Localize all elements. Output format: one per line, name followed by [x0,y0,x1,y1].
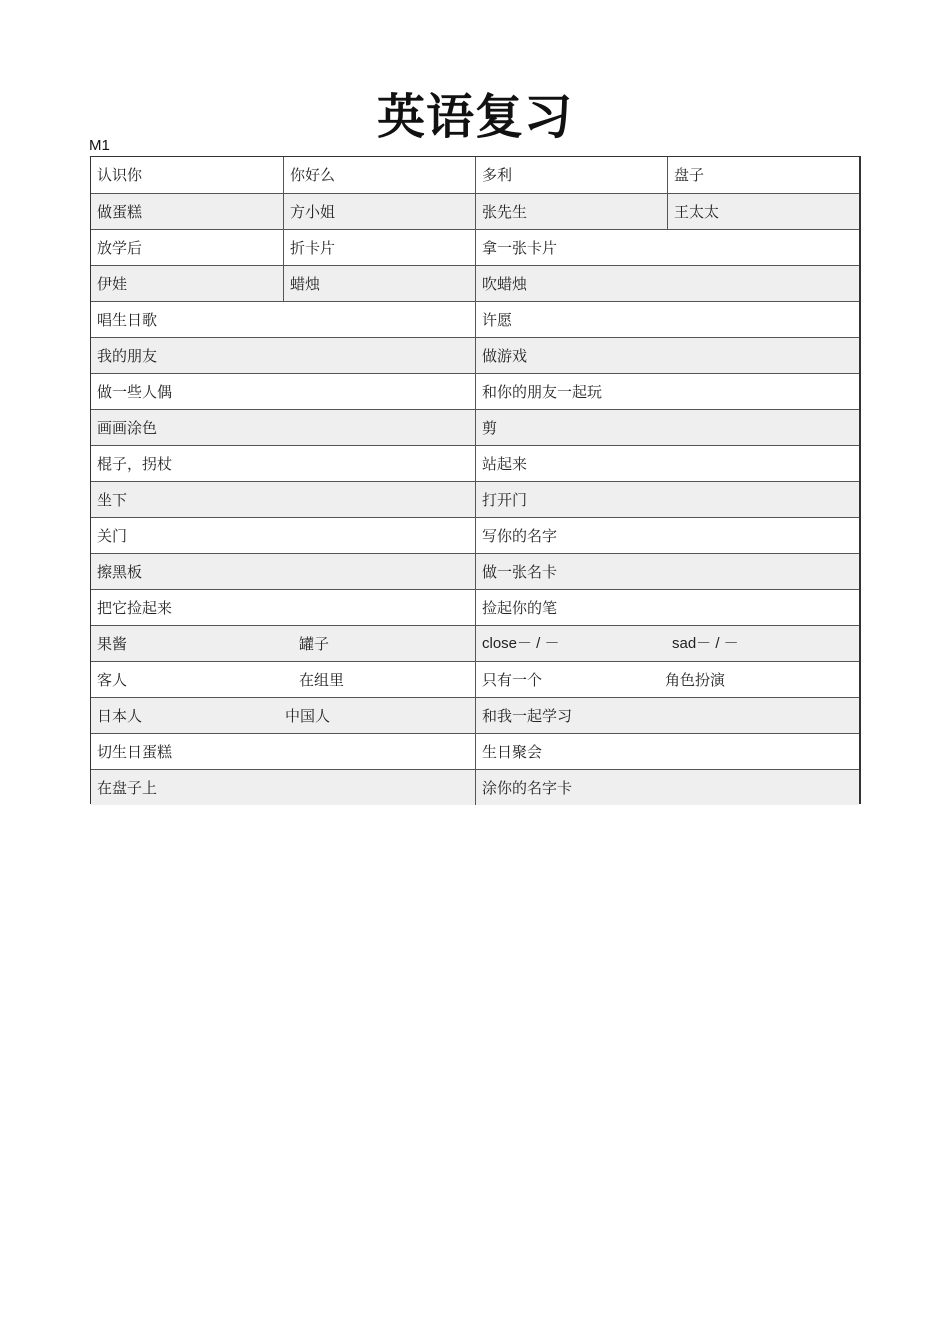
table-cell [475,626,861,661]
table-cell: 你好么 [283,157,475,193]
table-cell: 把它捡起来 [97,599,173,617]
table-row [91,625,859,661]
table-row [91,229,859,265]
table-cell [91,662,475,697]
cell-item: 角色扮演 [665,671,726,689]
cell-item: 只有一个 [482,671,543,689]
table-cell: 认识你 [97,166,143,184]
table-cell: 做一张名卡 [475,554,861,589]
table-cell: 和你的朋友一起玩 [475,374,861,409]
table-row [91,409,859,445]
table-cell: 擦黑板 [97,563,143,581]
table-row [91,553,859,589]
table-cell: 棍子，拐杖 [97,455,173,473]
cell-item: 果酱 [97,635,128,653]
table-cell [475,662,861,697]
table-cell: 做一些人偶 [97,383,173,401]
table-cell [91,698,475,733]
table-cell: 方小姐 [283,194,475,229]
cell-item: 和我一起学习 [482,707,573,725]
cell-item: 中国人 [285,707,331,725]
table-cell: 拿一张卡片 [475,230,861,265]
table-cell: 唱生日歌 [97,311,158,329]
table-cell [475,698,861,733]
table-cell: 伊娃 [97,275,128,293]
table-row [91,661,859,697]
table-row [91,301,859,337]
table-row [91,193,859,229]
table-row [91,733,859,769]
table-cell: 生日聚会 [475,734,861,769]
table-cell: 许愿 [475,302,861,337]
table-cell: 写你的名字 [475,518,861,553]
table-cell: 关门 [97,527,128,545]
table-cell: 折卡片 [283,230,475,265]
table-cell: 在盘子上 [97,779,158,797]
table-cell: 切生日蛋糕 [97,743,173,761]
table-cell: 放学后 [97,239,143,257]
table-row [91,481,859,517]
table-row [91,517,859,553]
table-cell: 剪 [475,410,861,445]
table-cell: 捡起你的笔 [475,590,861,625]
table-cell: 做游戏 [475,338,861,373]
table-row [91,157,859,193]
table-cell: 做蛋糕 [97,203,143,221]
table-cell: 站起来 [475,446,861,481]
section-label: M1 [89,137,110,154]
table-cell: 我的朋友 [97,347,158,365]
vocabulary-table [90,156,861,804]
table-cell: 蜡烛 [283,266,475,301]
table-row [91,337,859,373]
table-cell: 涂你的名字卡 [475,770,861,805]
cell-item: close－ / － [482,635,560,652]
table-cell: 多利 [475,157,667,193]
table-cell: 王太太 [667,194,861,229]
table-row [91,265,859,301]
cell-item: 在组里 [299,671,345,689]
table-row [91,769,859,805]
cell-item: 客人 [97,671,128,689]
table-cell: 张先生 [475,194,667,229]
table-row [91,697,859,733]
table-cell: 坐下 [97,491,128,509]
table-cell: 吹蜡烛 [475,266,861,301]
table-cell: 盘子 [667,157,861,193]
table-row [91,445,859,481]
table-cell: 打开门 [475,482,861,517]
cell-item: 罐子 [299,635,330,653]
table-row [91,373,859,409]
table-row [91,589,859,625]
cell-item: 日本人 [97,707,143,725]
table-cell: 画画涂色 [97,419,158,437]
page-title: 英语复习 [376,89,573,145]
table-cell [91,626,475,661]
cell-item: sad－ / － [672,635,739,652]
